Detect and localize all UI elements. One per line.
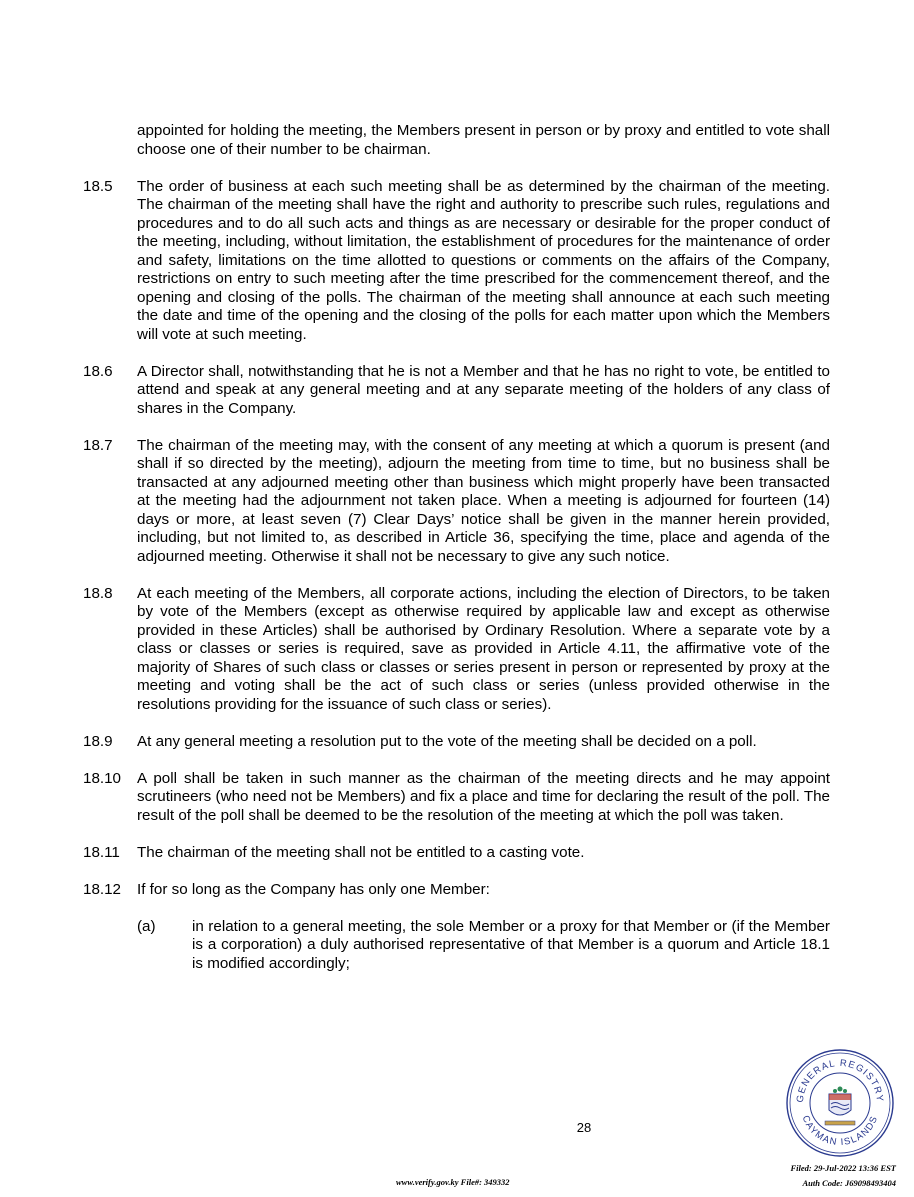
clause-text: The order of business at each such meeting shall be as determined by the chairman of the meeting. The chairman of the meeting shall have the right and authority to prescribe such rules, regulations and procedures and to do all such acts and things as are necessary or desirable for the proper conduct of the meeting, including, without limitation, the establishment of procedures for the maintenance of order and safety, limitations on the time allotted to questions or comments on the affairs of the Company, restrictions on entry to such meeting after the time prescribed for the commencement thereof, and the opening and closing of the polls. The chairman of the meeting shall announce at each such meeting the date and time of the opening and the closing of the polls for each matter upon which the Members will vote at such meeting.	[137, 177, 830, 343]
clause-text: A Director shall, notwithstanding that he is not a Member and that he has no right to vote, be entitled to attend and speak at any general meeting and at any separate meeting of the holders of any class of shares in the Company.	[137, 362, 830, 417]
footer-auth-code: Auth Code: J69098493404	[802, 1178, 896, 1188]
clause-number: 18.7	[83, 436, 113, 454]
clause-continuation	[0, 122, 914, 159]
general-registry-seal	[785, 1048, 895, 1158]
subclause-text: in relation to a general meeting, the sole Member or a proxy for that Member or (if the Member is a corporation) a duly authorised representative of that Member is a quorum and Article 18.1 is modified accordingly;	[192, 917, 830, 972]
clause-18-7	[0, 437, 914, 567]
clause-text: At any general meeting a resolution put to the vote of the meeting shall be decided on a poll.	[137, 732, 757, 750]
clause-text: A poll shall be taken in such manner as the chairman of the meeting directs and he may appoint scrutineers (who need not be Members) and fix a place and time for declaring the result of the poll. The result of the poll shall be deemed to be the resolution of the meeting at which the poll was taken.	[137, 769, 830, 824]
seal-top-text: GENERAL REGISTRY	[794, 1057, 886, 1104]
clause-18-9	[0, 733, 914, 752]
clause-number: 18.11	[83, 843, 120, 861]
svg-text:CAYMAN ISLANDS	[800, 1114, 881, 1148]
clause-text: The chairman of the meeting shall not be entitled to a casting vote.	[137, 843, 585, 861]
page-number: 28	[576, 1120, 592, 1135]
clause-18-6	[0, 363, 914, 419]
seal-bottom-text: CAYMAN ISLANDS	[799, 1114, 881, 1149]
clause-18-5	[0, 178, 914, 345]
subclause-a	[0, 918, 914, 974]
clause-18-8	[0, 585, 914, 715]
coat-of-arms-icon	[825, 1087, 855, 1126]
clause-18-12	[0, 881, 914, 900]
clause-number: 18.10	[83, 769, 122, 787]
clause-18-10	[0, 770, 914, 826]
document-body	[0, 122, 914, 992]
clause-text: If for so long as the Company has only one Member:	[137, 880, 490, 898]
clause-number: 18.8	[83, 584, 113, 602]
footer-verify-file: www.verify.gov.ky File#: 349332	[396, 1177, 510, 1187]
clause-text: The chairman of the meeting may, with the consent of any meeting at which a quorum is present (and shall if so directed by the meeting), adjourn the meeting from time to time, but no business shall be transacted at any adjourned meeting other than business which might properly have been transacted at the meeting had the adjournment not taken place. When a meeting is adjourned for fourteen (14) days or more, at least seven (7) Clear Days’ notice shall be given in the manner herein provided, including, but not limited to, as described in Article 36, specifying the time, place and agenda of the adjourned meeting. Otherwise it shall not be necessary to give any such notice.	[137, 436, 830, 565]
clause-number: 18.9	[83, 732, 113, 750]
clause-text: At each meeting of the Members, all corporate actions, including the election of Directors, to be taken by vote of the Members (except as otherwise required by applicable law and except as otherwise provided in these Articles) shall be authorised by Ordinary Resolution. Where a separate vote by a class or classes or series is required, save as provided in Article 4.11, the affirmative vote of the majority of Shares of such class or classes or series present in person or represented by proxy at the meeting and voting shall be the act of such class or series (unless provided otherwise in the resolutions providing for the issuance of such class or series).	[137, 584, 830, 713]
subclause-label: (a)	[137, 917, 156, 935]
clause-number: 18.12	[83, 880, 122, 898]
clause-number: 18.6	[83, 362, 113, 380]
footer-filing-info	[790, 1161, 896, 1191]
clause-continuation-text: appointed for holding the meeting, the Members present in person or by proxy and entitled to vote shall choose one of their number to be chairman.	[137, 122, 830, 158]
footer-filed-date: Filed: 29-Jul-2022 13:36 EST	[790, 1163, 896, 1173]
clause-number: 18.5	[83, 177, 113, 195]
clause-18-11	[0, 844, 914, 863]
